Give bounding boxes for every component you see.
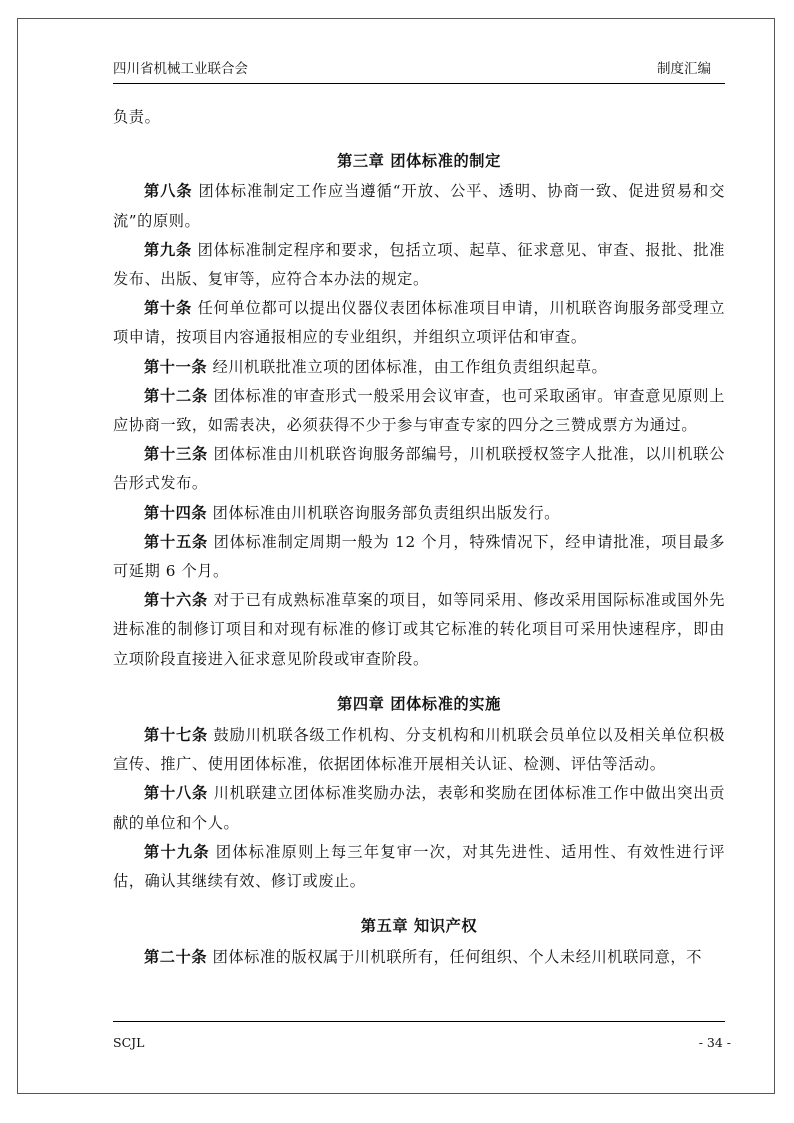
article-16 — [113, 586, 725, 674]
article-label: 第十五条 — [144, 532, 208, 551]
article-11 — [113, 353, 725, 382]
article-label: 第十六条 — [144, 591, 208, 610]
article-text: 团体标准制定工作应当遵循“开放、公平、透明、协商一致、促进贸易和交流”的原则。 — [113, 182, 725, 230]
article-17 — [113, 721, 725, 779]
article-13 — [113, 440, 725, 498]
article-text: 团体标准由川机联咨询服务部负责组织出版发行。 — [212, 503, 560, 522]
article-text: 团体标准制定程序和要求，包括立项、起草、征求意见、审查、报批、批准发布、出版、复审等，应符合本办法的规定。 — [113, 240, 725, 289]
chapter-3-title: 第三章 团体标准的制定 — [337, 152, 501, 171]
article-text: 团体标准的审查形式一般采用会议审查，也可采取函审。审查意见原则上应协商一致，如需表决，必须获得不少于参与审查专家的四分之三赞成票方为通过。 — [113, 386, 725, 435]
chapter-5-title: 第五章 知识产权 — [360, 917, 478, 936]
footer-rule — [113, 1021, 725, 1022]
article-8 — [113, 177, 725, 235]
article-text: 团体标准制定周期一般为 12 个月，特殊情况下，经申请批准，项目最多可延期 6 个月。 — [113, 532, 725, 581]
article-9 — [113, 236, 725, 294]
article-label: 第十七条 — [144, 726, 208, 745]
article-label: 第十一条 — [144, 357, 208, 376]
article-text: 鼓励川机联各级工作机构、分支机构和川机联会员单位以及相关单位积极宣传、推广、使用团体标准，依据团体标准开展相关认证、检测、评估等活动。 — [113, 726, 725, 774]
article-label: 第二十条 — [144, 948, 208, 967]
article-label: 第十四条 — [144, 503, 208, 522]
article-19 — [113, 838, 725, 896]
article-label: 第十九条 — [144, 842, 210, 861]
footer-code: SCJL — [113, 1035, 145, 1050]
article-label: 第十条 — [144, 299, 192, 318]
article-text: 对于已有成熟标准草案的项目，如等同采用、修改采用国际标准或国外先进标准的制修订项目和对现有标准的修订或其它标准的转化项目可采用快速程序，即由立项阶段直接进入征求意见阶段或审查阶段。 — [113, 591, 725, 668]
page-footer — [113, 1035, 731, 1057]
article-label: 第九条 — [144, 240, 192, 259]
article-text: 川机联建立团体标准奖励办法，表彰和奖励在团体标准工作中做出突出贡献的单位和个人。 — [113, 784, 725, 832]
article-label: 第十三条 — [144, 445, 208, 464]
page-number: - 34 - — [698, 1035, 731, 1050]
header-doc-title: 制度汇编 — [657, 61, 711, 77]
article-text: 经川机联批准立项的团体标准，由工作组负责组织起草。 — [212, 357, 608, 376]
article-12 — [113, 382, 725, 440]
continuation-text: 负责。 — [113, 108, 161, 126]
article-text: 团体标准的版权属于川机联所有，任何组织、个人未经川机联同意，不 — [212, 948, 703, 967]
header-org-name: 四川省机械工业联合会 — [113, 61, 248, 77]
article-label: 第八条 — [144, 182, 193, 201]
article-text: 团体标准由川机联咨询服务部编号，川机联授权签字人批准，以川机联公告形式发布。 — [113, 445, 725, 493]
article-label: 第十八条 — [144, 784, 208, 803]
article-text: 任何单位都可以提出仪器仪表团体标准项目申请，川机联咨询服务部受理立项申请，按项目内容通报相应的专业组织，并组织立项评估和审查。 — [113, 299, 725, 347]
chapter-4-title: 第四章 团体标准的实施 — [337, 694, 501, 713]
article-15 — [113, 528, 725, 586]
article-label: 第十二条 — [144, 386, 208, 405]
article-14 — [113, 499, 725, 528]
article-10 — [113, 294, 725, 352]
article-18 — [113, 779, 725, 837]
header-rule — [113, 83, 725, 84]
article-20 — [113, 943, 725, 972]
page-header — [113, 55, 717, 79]
document-body — [113, 103, 725, 973]
article-text: 团体标准原则上每三年复审一次，对其先进性、适用性、有效性进行评估，确认其继续有效、修订或废止。 — [113, 842, 725, 891]
